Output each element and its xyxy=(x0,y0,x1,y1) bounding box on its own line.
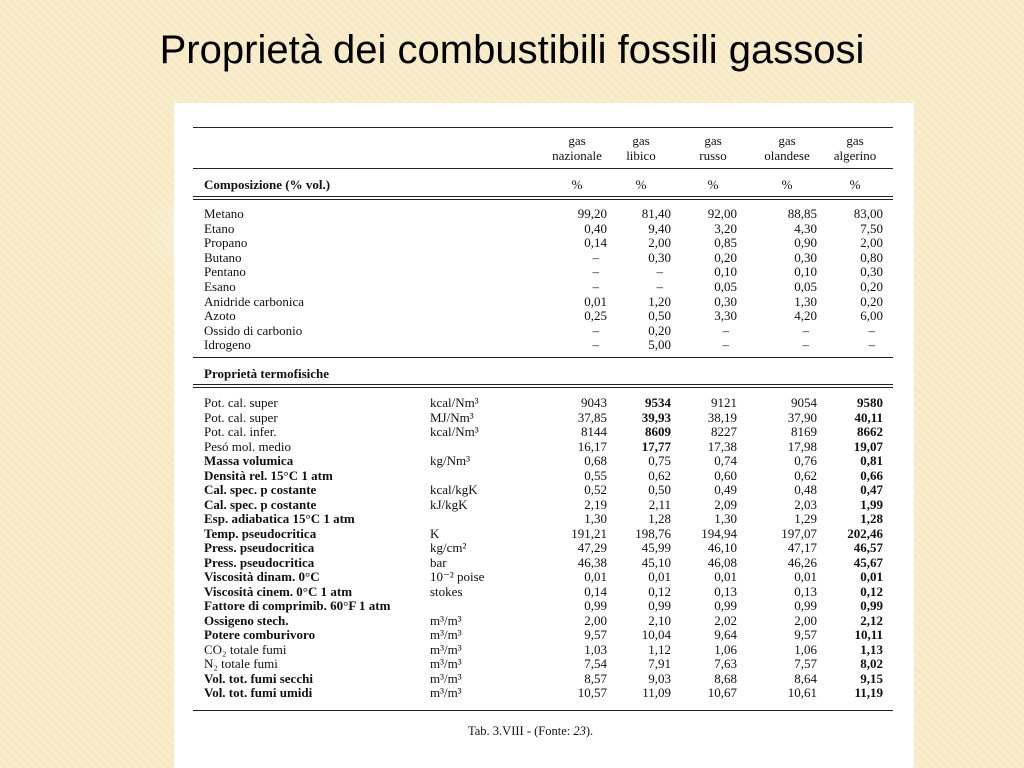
section-heading-thermo: Proprietà termofisiche xyxy=(204,366,330,381)
thermo-value: 0,99 xyxy=(648,598,671,613)
thermo-value: 11,09 xyxy=(642,685,671,700)
composition-row-label: Idrogeno xyxy=(204,337,251,353)
thermo-row-unit: 10⁻² poise xyxy=(430,569,485,584)
composition-value: 0,20 xyxy=(648,322,671,338)
composition-value: 0,01 xyxy=(584,293,607,309)
column-header-line1: gas xyxy=(568,133,586,148)
thermo-rule xyxy=(193,384,893,388)
thermo-value: 2,02 xyxy=(714,612,737,628)
composition-value: – xyxy=(722,337,729,353)
composition-value: 0,10 xyxy=(794,264,817,280)
composition-value: 1,30 xyxy=(794,293,817,309)
thermo-row-label: Fattore di comprimib. 60°F 1 atm xyxy=(204,598,391,613)
column-header-line1: gas xyxy=(632,133,650,148)
thermo-row-label: Cal. spec. p costante xyxy=(204,482,317,497)
thermo-row-label: Vol. tot. fumi secchi xyxy=(204,670,313,686)
composition-value: – xyxy=(592,322,599,338)
thermo-value: 0,01 xyxy=(714,569,737,584)
composition-value: 0,05 xyxy=(714,279,737,294)
composition-row-label: Anidride carbonica xyxy=(204,293,304,309)
percent-cell: % xyxy=(707,177,719,192)
composition-value: 0,30 xyxy=(860,264,883,280)
composition-value: 3,30 xyxy=(714,308,737,324)
thermo-value: 2,11 xyxy=(648,496,671,512)
thermo-value: 194,94 xyxy=(701,525,737,541)
composition-value: 0,14 xyxy=(584,235,607,251)
composition-value: – xyxy=(592,249,599,265)
thermo-value: 0,12 xyxy=(648,583,671,599)
thermo-value: 0,52 xyxy=(584,482,607,497)
thermo-value: 8227 xyxy=(711,424,737,439)
thermo-value: 8,64 xyxy=(794,670,817,686)
thermo-value: 46,26 xyxy=(787,554,817,570)
composition-value: 1,20 xyxy=(648,293,671,309)
composition-value: 92,00 xyxy=(707,206,737,221)
thermo-value: 0,50 xyxy=(648,482,671,497)
thermo-value: 0,47 xyxy=(860,482,883,497)
composition-value: 5,00 xyxy=(648,337,671,353)
composition-value: 0,30 xyxy=(648,249,671,265)
thermo-value: 38,19 xyxy=(707,409,737,425)
thermo-value: 9,57 xyxy=(584,627,607,642)
thermo-row-label: Vol. tot. fumi umidi xyxy=(204,685,313,700)
composition-value: – xyxy=(592,337,599,353)
thermo-value: 0,12 xyxy=(860,583,883,599)
thermo-row-unit: kcal/Nm³ xyxy=(430,395,479,410)
thermo-value: 7,57 xyxy=(794,656,817,671)
thermo-row-label: Pot. cal. infer. xyxy=(204,424,277,439)
thermo-value: 0,48 xyxy=(794,482,817,497)
thermo-value: 9043 xyxy=(581,395,607,410)
thermo-value: 1,99 xyxy=(860,496,883,512)
thermo-row-unit: kg/cm² xyxy=(430,540,467,555)
composition-row-label: Ossido di carbonio xyxy=(204,322,303,338)
thermo-row-label: Viscosità dinam. 0°C xyxy=(204,569,320,584)
thermo-row-label: Potere comburivoro xyxy=(204,627,316,642)
thermo-value: 9,64 xyxy=(714,627,737,642)
column-header-line2: olandese xyxy=(764,148,810,163)
thermo-row-label: Pesó mol. medio xyxy=(204,438,292,454)
thermo-value: 8609 xyxy=(645,424,671,439)
thermo-row-label: Press. pseudocritica xyxy=(204,540,315,555)
thermo-value: 10,04 xyxy=(641,627,671,642)
thermo-value: 1,30 xyxy=(714,511,737,526)
composition-value: – xyxy=(802,337,809,353)
thermo-row-unit: kg/Nm³ xyxy=(430,453,471,468)
caption-prefix: Tab. 3.VIII - (Fonte: xyxy=(468,724,574,738)
thermo-value: 16,17 xyxy=(577,438,607,454)
thermo-row-unit: m³/m³ xyxy=(430,612,462,628)
thermo-row-label: Temp. pseudocritica xyxy=(204,525,317,541)
percent-cell: % xyxy=(781,177,793,192)
thermo-value: 0,01 xyxy=(860,569,883,584)
thermo-value: 0,66 xyxy=(860,467,883,483)
thermo-row-unit: kcal/kgK xyxy=(430,482,478,497)
thermo-value: 46,08 xyxy=(707,554,737,570)
thermo-value: 17,38 xyxy=(707,438,737,454)
thermo-row-unit: m³/m³ xyxy=(430,685,462,700)
composition-rule xyxy=(193,196,893,200)
composition-value: – xyxy=(868,337,875,353)
thermo-value: 0,68 xyxy=(584,453,607,468)
thermo-row-label: N₂ totale fumi xyxy=(204,656,278,671)
thermo-value: 202,46 xyxy=(847,525,883,541)
thermo-value: 45,67 xyxy=(853,554,883,570)
thermo-value: 10,67 xyxy=(707,685,737,700)
column-header-line2: algerino xyxy=(833,148,877,163)
thermo-value: 2,00 xyxy=(794,612,817,628)
thermo-row-unit: m³/m³ xyxy=(430,656,462,671)
thermo-value: 9054 xyxy=(791,395,817,410)
thermo-value: 17,77 xyxy=(641,438,671,454)
composition-value: 0,30 xyxy=(714,293,737,309)
thermo-row-label: Massa volumica xyxy=(204,453,294,468)
thermo-value: 2,19 xyxy=(584,496,607,512)
thermo-value: 0,62 xyxy=(794,467,817,483)
thermo-value: 7,54 xyxy=(584,656,607,671)
thermo-value: 0,62 xyxy=(648,467,671,483)
composition-value: 4,30 xyxy=(794,220,817,236)
thermo-row-label: Pot. cal. super xyxy=(204,409,278,425)
thermo-value: 197,07 xyxy=(781,525,817,541)
thermo-value: 0,99 xyxy=(794,598,817,613)
section-heading-composition: Composizione (% vol.) xyxy=(204,177,331,192)
composition-value: 0,40 xyxy=(584,220,607,236)
composition-value: 0,50 xyxy=(648,308,671,324)
composition-value: – xyxy=(592,264,599,280)
thermo-value: 8,68 xyxy=(714,670,737,686)
composition-value: – xyxy=(802,322,809,338)
thermo-row-label: Densità rel. 15°C 1 atm xyxy=(204,467,333,483)
thermo-row-unit: bar xyxy=(430,554,447,570)
thermo-value: 0,01 xyxy=(648,569,671,584)
composition-row-label: Pentano xyxy=(204,264,246,280)
composition-value: – xyxy=(722,322,729,338)
thermo-value: 8662 xyxy=(857,424,883,439)
composition-value: 4,20 xyxy=(794,308,817,324)
table-caption xyxy=(468,724,593,739)
composition-value: 0,05 xyxy=(794,279,817,294)
thermo-value: 0,99 xyxy=(714,598,737,613)
thermo-value: 0,81 xyxy=(860,453,883,468)
thermo-value: 0,75 xyxy=(648,453,671,468)
thermo-row-unit: MJ/Nm³ xyxy=(430,409,474,425)
thermo-value: 45,10 xyxy=(641,554,671,570)
thermo-value: 39,93 xyxy=(641,409,671,425)
thermo-value: 8169 xyxy=(791,424,817,439)
thermo-value: 7,91 xyxy=(648,656,671,671)
composition-row-label: Azoto xyxy=(204,308,236,324)
percent-cell: % xyxy=(849,177,861,192)
slide-title: Proprietà dei combustibili fossili gassosi xyxy=(159,28,865,72)
thermo-value: 7,63 xyxy=(714,656,737,671)
composition-value: – xyxy=(656,264,663,280)
thermo-value: 46,57 xyxy=(853,540,883,555)
composition-row-label: Esano xyxy=(204,279,236,294)
column-header-line1: gas xyxy=(846,133,864,148)
thermo-row-label: CO₂ totale fumi xyxy=(204,641,287,657)
thermo-row-label: Pot. cal. super xyxy=(204,395,278,410)
thermo-value: 0,55 xyxy=(584,467,607,483)
thermo-value: 9121 xyxy=(711,395,737,410)
column-header-line1: gas xyxy=(778,133,796,148)
thermo-value: 46,38 xyxy=(577,554,607,570)
thermo-value: 10,11 xyxy=(854,627,883,642)
thermo-value: 9,15 xyxy=(860,670,883,686)
thermo-value: 0,99 xyxy=(860,598,883,613)
thermo-value: 11,19 xyxy=(854,685,883,700)
thermo-value: 2,09 xyxy=(714,496,737,512)
thermo-value: 191,21 xyxy=(571,525,607,541)
section-rule xyxy=(193,357,893,358)
thermo-value: 2,10 xyxy=(648,612,671,628)
column-header-line2: libico xyxy=(626,148,656,163)
thermo-value: 0,60 xyxy=(714,467,737,483)
composition-value: 88,85 xyxy=(787,206,817,221)
thermo-value: 1,28 xyxy=(860,511,883,526)
thermo-value: 0,13 xyxy=(794,583,817,599)
caption-ref: 23 xyxy=(573,724,586,738)
composition-value: 0,30 xyxy=(794,249,817,265)
thermo-value: 1,30 xyxy=(584,511,607,526)
thermo-value: 198,76 xyxy=(635,525,671,541)
thermo-value: 10,61 xyxy=(787,685,817,700)
thermo-value: 8,57 xyxy=(584,670,607,686)
thermo-row-unit: m³/m³ xyxy=(430,670,462,686)
composition-value: 0,20 xyxy=(860,279,883,294)
thermo-value: 2,03 xyxy=(794,496,817,512)
thermo-value: 0,14 xyxy=(584,583,607,599)
thermo-value: 1,06 xyxy=(794,641,817,657)
composition-row-label: Butano xyxy=(204,249,242,265)
composition-value: 0,20 xyxy=(714,249,737,265)
thermo-row-unit: kJ/kgK xyxy=(430,496,468,512)
thermo-row-label: Ossigeno stech. xyxy=(204,612,289,628)
percent-cell: % xyxy=(571,177,583,192)
composition-value: 0,85 xyxy=(714,235,737,251)
thermo-value: 37,90 xyxy=(787,409,817,425)
column-header-line2: nazionale xyxy=(552,148,602,163)
composition-value: 7,50 xyxy=(860,220,883,236)
composition-value: 3,20 xyxy=(714,220,737,236)
column-header-line2: russo xyxy=(699,148,727,163)
thermo-value: 1,06 xyxy=(714,641,737,657)
thermo-value: 0,76 xyxy=(794,453,817,468)
thermo-value: 17,98 xyxy=(787,438,817,454)
thermo-value: 8144 xyxy=(581,424,607,439)
percent-cell: % xyxy=(635,177,647,192)
composition-value: 0,20 xyxy=(860,293,883,309)
thermo-row-unit: m³/m³ xyxy=(430,627,462,642)
composition-value: 9,40 xyxy=(648,220,671,236)
thermo-value: 9,03 xyxy=(648,670,671,686)
thermo-value: 0,49 xyxy=(714,482,737,497)
thermo-value: 19,07 xyxy=(853,438,883,454)
thermo-value: 0,01 xyxy=(794,569,817,584)
thermo-value: 9,57 xyxy=(794,627,817,642)
column-header-line1: gas xyxy=(704,133,722,148)
composition-value: 83,00 xyxy=(853,206,883,221)
thermo-value: 0,13 xyxy=(714,583,737,599)
thermo-row-unit: kcal/Nm³ xyxy=(430,424,479,439)
thermo-value: 8,02 xyxy=(860,656,883,671)
thermo-row-label: Cal. spec. p costante xyxy=(204,496,317,512)
composition-value: 0,90 xyxy=(794,235,817,251)
composition-value: – xyxy=(868,322,875,338)
composition-row-label: Propano xyxy=(204,235,248,251)
thermo-value: 1,12 xyxy=(648,641,671,657)
composition-value: – xyxy=(656,279,663,294)
thermo-value: 2,12 xyxy=(860,612,883,628)
thermo-row-label: Viscosità cinem. 0°C 1 atm xyxy=(204,583,353,599)
thermo-value: 0,99 xyxy=(584,598,607,613)
thermo-value: 2,00 xyxy=(584,612,607,628)
thermo-value: 40,11 xyxy=(854,409,883,425)
thermo-value: 9580 xyxy=(857,395,883,410)
thermo-row-unit: m³/m³ xyxy=(430,641,462,657)
thermo-value: 45,99 xyxy=(641,540,671,555)
composition-value: 0,80 xyxy=(860,249,883,265)
thermo-value: 37,85 xyxy=(577,409,607,425)
composition-value: 2,00 xyxy=(860,235,883,251)
thermo-row-label: Esp. adiabatica 15°C 1 atm xyxy=(204,511,355,526)
thermo-value: 0,01 xyxy=(584,569,607,584)
header-rule xyxy=(193,168,893,169)
properties-table xyxy=(193,127,893,711)
thermo-row-unit: stokes xyxy=(430,583,463,599)
thermo-value: 1,29 xyxy=(794,511,817,526)
composition-value: – xyxy=(592,279,599,294)
composition-row-label: Metano xyxy=(204,206,244,221)
composition-value: 0,25 xyxy=(584,308,607,324)
thermo-row-unit: K xyxy=(430,525,440,541)
thermo-value: 1,28 xyxy=(648,511,671,526)
thermo-row-label: Press. pseudocritica xyxy=(204,554,315,570)
composition-value: 2,00 xyxy=(648,235,671,251)
composition-row-label: Etano xyxy=(204,220,235,236)
caption-suffix: ). xyxy=(585,724,594,738)
thermo-value: 46,10 xyxy=(707,540,737,555)
composition-value: 0,10 xyxy=(714,264,737,280)
thermo-value: 1,03 xyxy=(584,641,607,657)
thermo-value: 0,74 xyxy=(714,453,737,468)
composition-value: 99,20 xyxy=(577,206,607,221)
thermo-value: 10,57 xyxy=(577,685,607,700)
thermo-value: 1,13 xyxy=(860,641,883,657)
thermo-value: 9534 xyxy=(645,395,671,410)
composition-value: 6,00 xyxy=(860,308,883,324)
thermo-value: 47,17 xyxy=(787,540,817,555)
composition-value: 81,40 xyxy=(641,206,671,221)
thermo-value: 47,29 xyxy=(577,540,607,555)
